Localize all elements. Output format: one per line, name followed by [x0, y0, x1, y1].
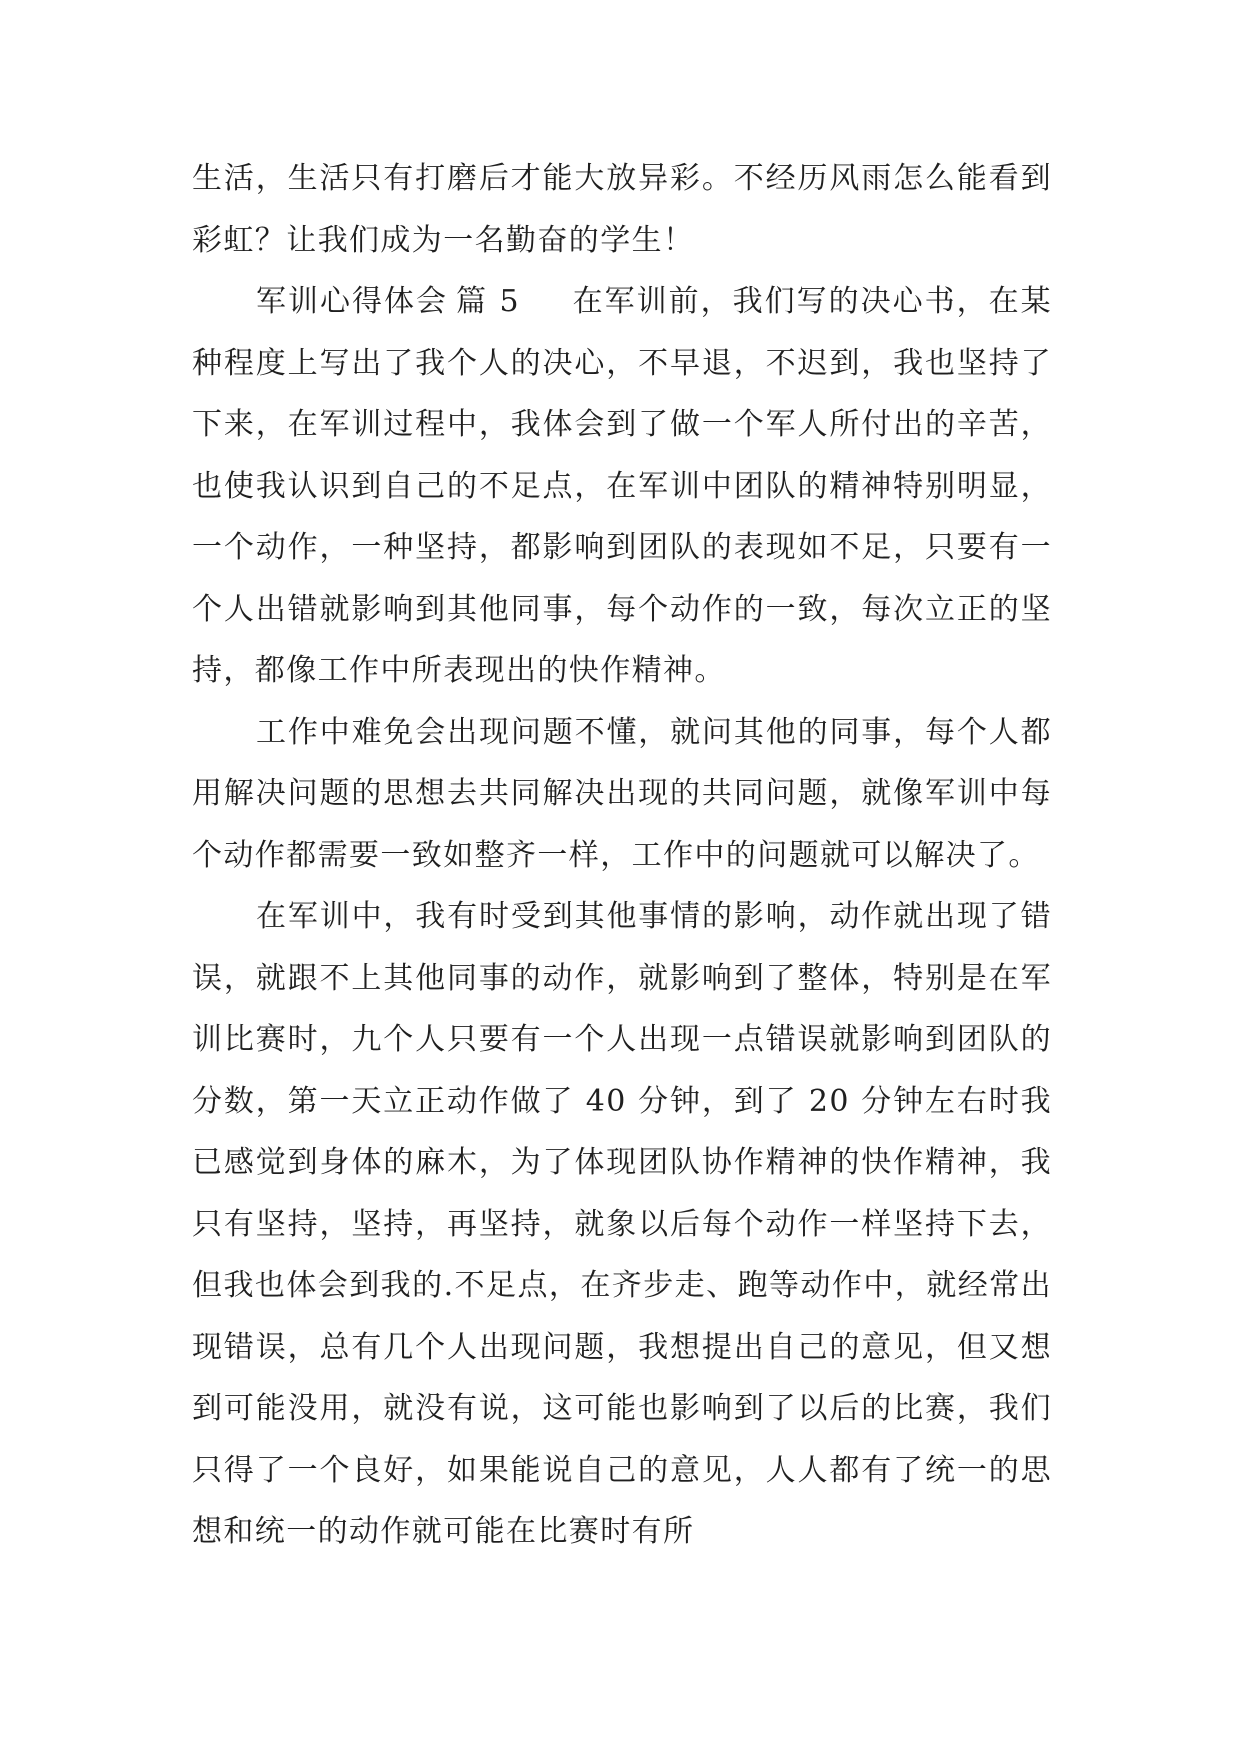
- paragraph-training-errors: [192, 886, 1052, 1563]
- paragraph-text: 工作中难免会出现问题不懂，就问其他的同事，每个人都用解决问题的思想去共同解决出现的共同问题，就像军训中每个动作都需要一致如整齐一样，工作中的问题就可以解决了。: [192, 714, 1052, 873]
- section-heading-title: 军训心得体会: [256, 284, 448, 319]
- paragraph-section-5: [192, 271, 1052, 702]
- paragraph-text: 在军训中，我有时受到其他事情的影响，动作就出现了错误，就跟不上其他同事的动作，就影响到了整体，特别是在军训比赛时，九个人只要有一个人出现一点错误就影响到团队的分数，第一天立正动作做了 40 分钟，到了 20 分钟左右时我已感觉到身体的麻木，为了体现团队协作精神的快作精神，我只有坚持，坚持，再坚持，就象以后每个动作一样坚持下去，但我也体会到我的.不足点，在齐步走、跑等动作中，就经常出现错误，总有几个人出现问题，我想提出自己的意见，但又想到可能没用，就没有说，这可能也影响到了以后的比赛，我们只得了一个良好，如果能说自己的意见，人人都有了统一的思想和统一的动作就可能在比赛时有所: [192, 899, 1052, 1549]
- section-heading-number: 篇 5: [456, 284, 521, 319]
- paragraph-work-problems: [192, 702, 1052, 887]
- paragraph-text: 在军训前，我们写的决心书，在某种程度上写出了我个人的决心，不早退，不迟到，我也坚持了下来，在军训过程中，我体会到了做一个军人所付出的辛苦，也使我认识到自己的不足点，在军训中团队的精神特别明显，一个动作，一种坚持，都影响到团队的表现如不足，只要有一个人出错就影响到其他同事，每个动作的一致，每次立正的坚持，都像工作中所表现出的快作精神。: [192, 284, 1053, 688]
- paragraph-continuation: [192, 148, 1052, 271]
- paragraph-text: 生活，生活只有打磨后才能大放异彩。不经历风雨怎么能看到彩虹？让我们成为一名勤奋的学生！: [192, 161, 1052, 258]
- document-body: [192, 148, 1052, 1563]
